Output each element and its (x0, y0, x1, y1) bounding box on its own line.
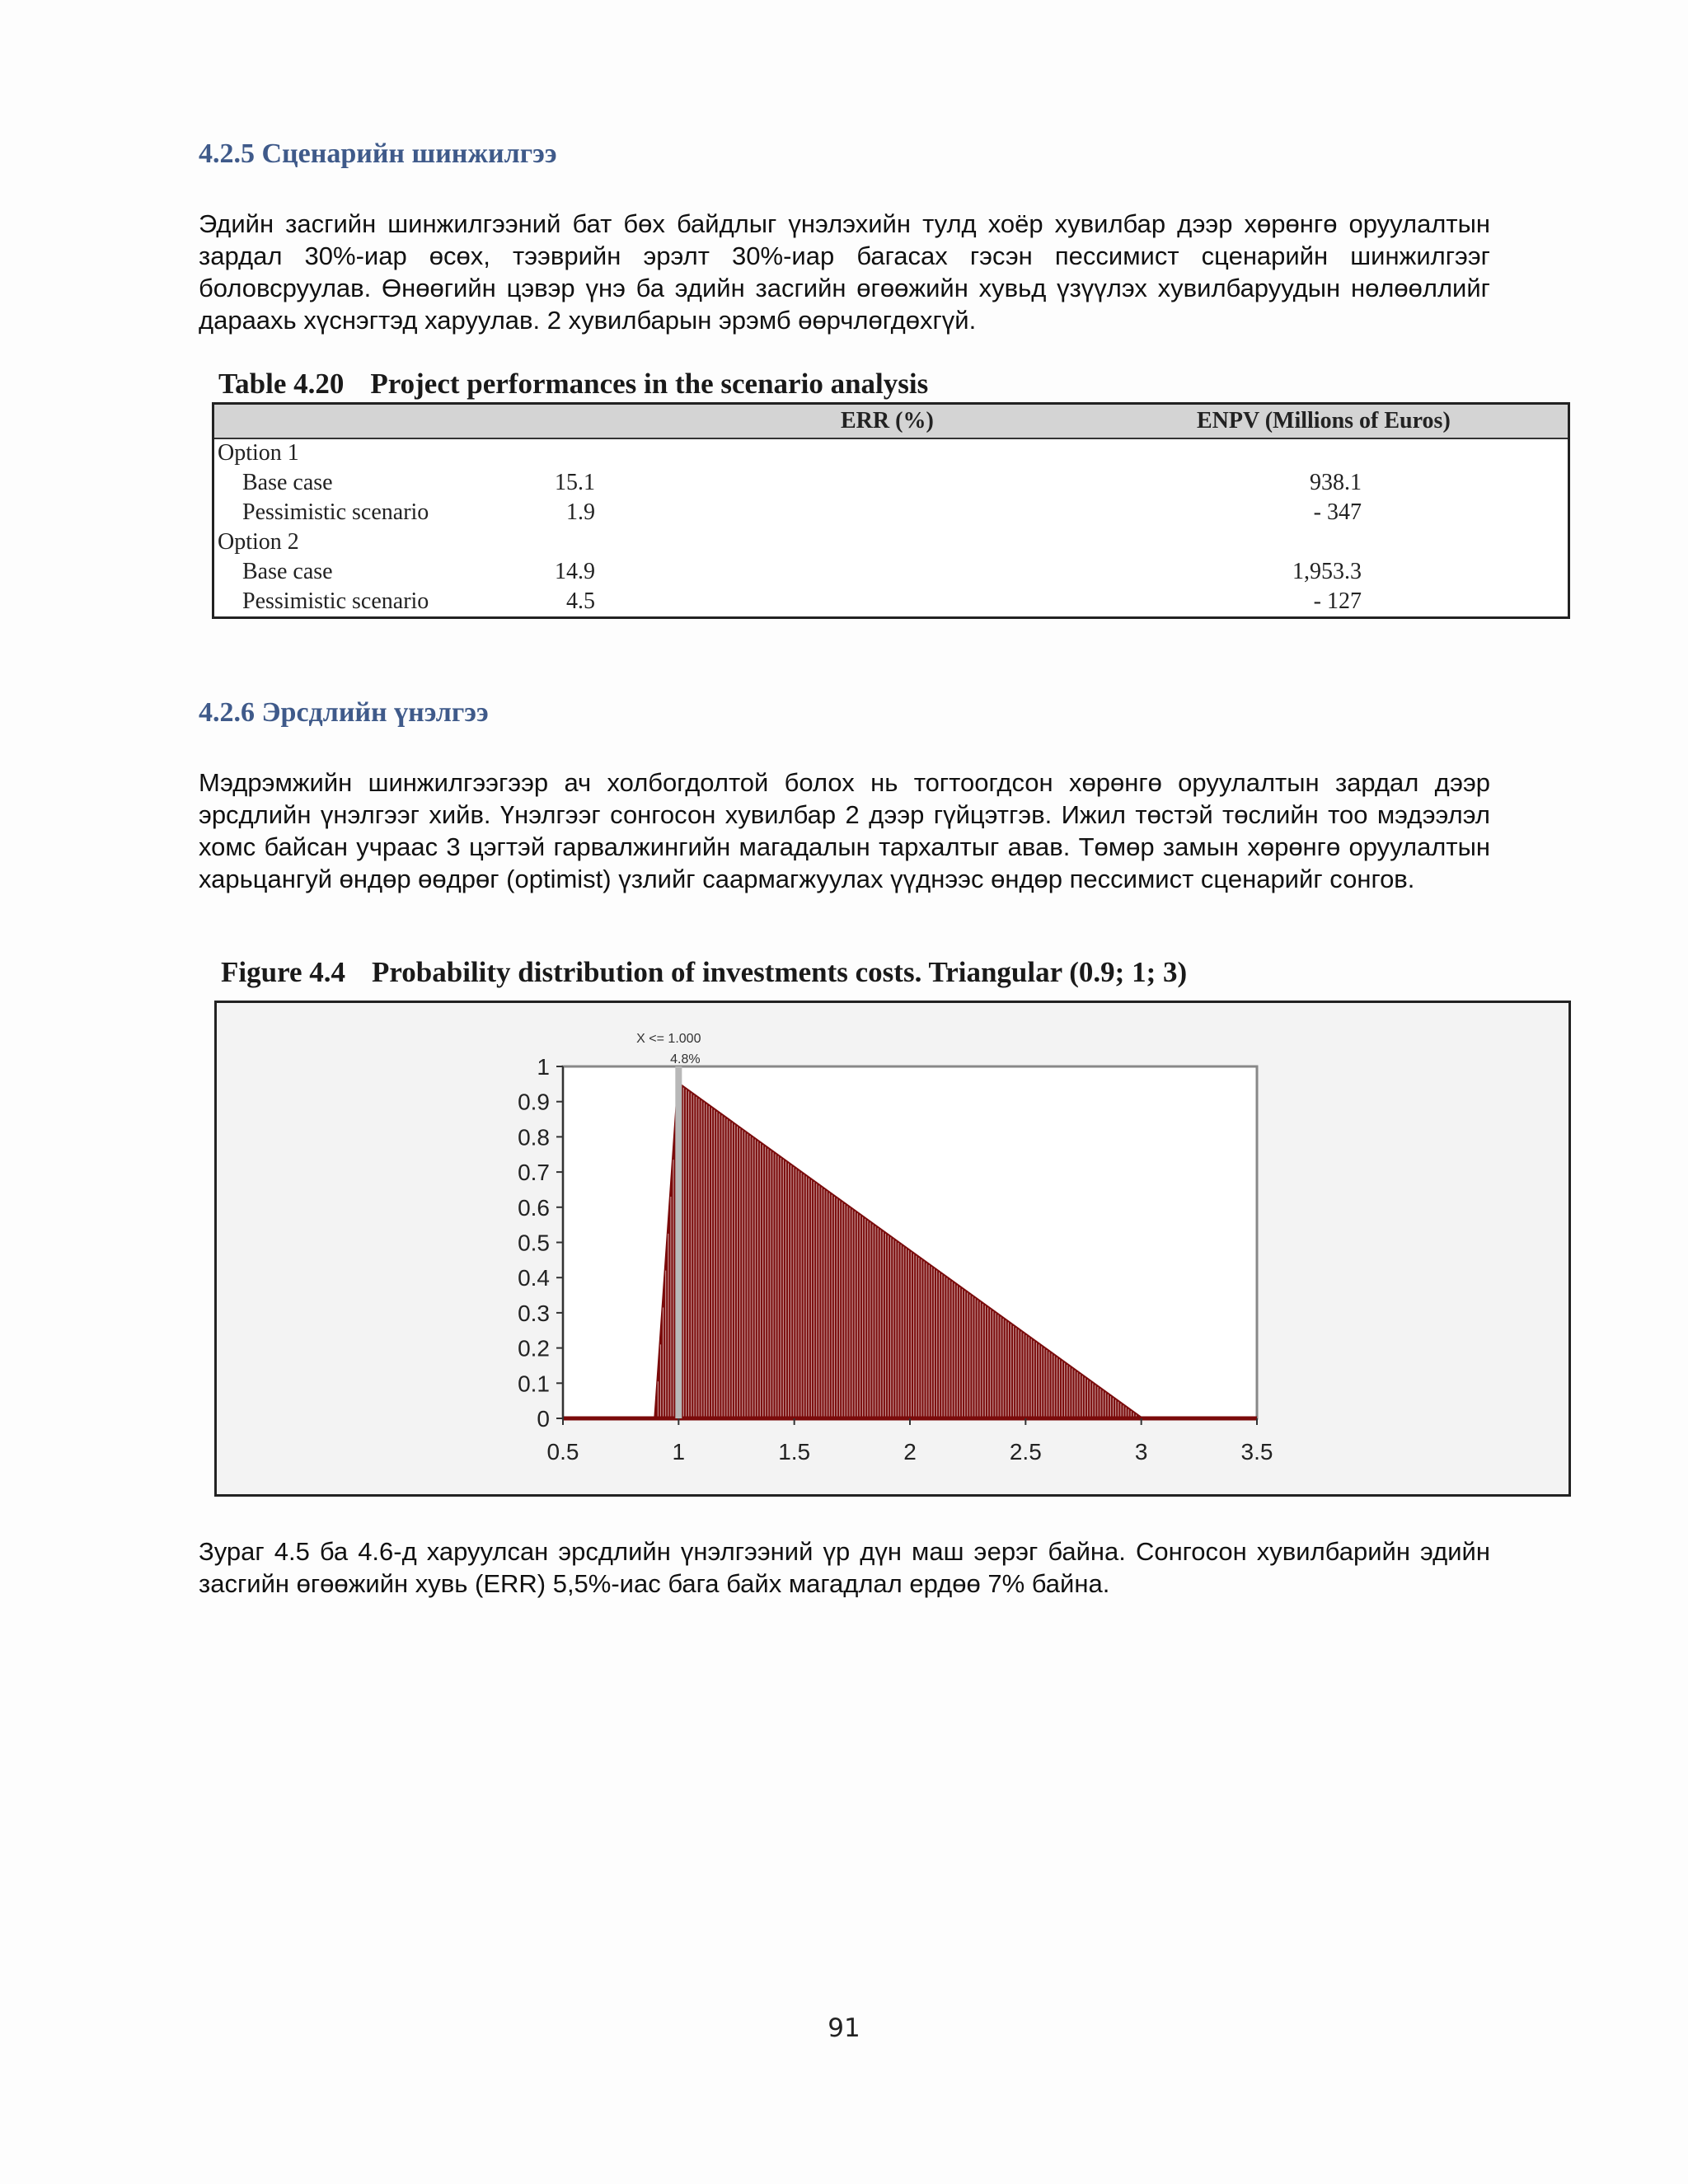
column-header-enpv: ENPV (Millions of Euros) (1197, 408, 1451, 434)
table-header (214, 405, 1568, 439)
err-cell: 1.9 (566, 499, 595, 525)
probability-chart (217, 1003, 1568, 1494)
y-tick-label: 0.9 (518, 1089, 550, 1115)
x-tick-label: 3.5 (1240, 1439, 1273, 1465)
y-tick-label: 0.1 (518, 1371, 550, 1397)
row-label: Pessimistic scenario (242, 588, 429, 614)
y-tick-label: 0.8 (518, 1124, 550, 1151)
y-tick-label: 0.3 (518, 1300, 550, 1326)
y-tick-label: 0.6 (518, 1194, 550, 1221)
row-label: Option 2 (218, 529, 299, 555)
err-cell: 15.1 (555, 470, 595, 495)
figure-box (214, 1001, 1571, 1497)
table-row (214, 588, 1568, 618)
x-tick-label: 2 (903, 1439, 917, 1465)
figure-caption (221, 956, 1187, 989)
x-tick-label: 0.5 (546, 1439, 579, 1465)
y-tick-label: 0 (537, 1406, 550, 1432)
table-row (214, 559, 1568, 588)
column-header-err: ERR (%) (841, 408, 934, 434)
row-label: Base case (242, 559, 333, 584)
table-caption-number: Table 4.20 (218, 368, 345, 400)
y-tick-label: 0.4 (518, 1265, 550, 1291)
marker-label: X <= 1.000 (636, 1032, 701, 1046)
y-tick-label: 0.2 (518, 1335, 550, 1361)
scenario-paragraph: Эдийн засгийн шинжилгээний бат бөх байдлыг үнэлэхийн тулд хоёр хувилбар дээр хөрөнгө оруулалтын зардал 30%-иар өсөх, тээврийн эрэлт 30%-иар багасах гэсэн пессимист сценарийн шинжилгээг боловсруулав. Өнөөгийн цэвэр үнэ ба эдийн засгийн өгөөжийн хувьд үзүүлэх хувилбаруудын нөлөөллийг дараахь хүснэгтэд харуулав. 2 хувилбарын эрэмб өөрчлөгдөхгүй. (199, 209, 1490, 335)
enpv-cell: 938.1 (1310, 470, 1362, 495)
scenario-table (212, 402, 1570, 619)
table-row (214, 470, 1568, 499)
page-number: 91 (828, 2013, 860, 2043)
x-tick-label: 2.5 (1009, 1439, 1042, 1465)
y-tick-label: 0.7 (518, 1160, 550, 1186)
err-cell: 4.5 (566, 588, 595, 614)
row-label: Pessimistic scenario (242, 499, 429, 525)
table-caption (218, 368, 928, 401)
x-tick-label: 1.5 (778, 1439, 811, 1465)
row-label: Base case (242, 470, 333, 495)
section-heading-scenario: 4.2.5 Сценарийн шинжилгээ (199, 138, 557, 169)
section-heading-risk: 4.2.6 Эрсдлийн үнэлгээ (199, 697, 489, 728)
table-caption-text: Project performances in the scenario analysis (370, 368, 929, 400)
marker-value: 4.8% (670, 1052, 701, 1066)
enpv-cell: - 347 (1313, 499, 1362, 525)
y-tick-label: 0.5 (518, 1230, 550, 1256)
risk-paragraph: Мэдрэмжийн шинжилгээгээр ач холбогдолтой болох нь тогтоогдсон хөрөнгө оруулалтын зардал дээр эрсдлийн үнэлгээг хийв. Үнэлгээг сонгосон хувилбар 2 дээр гүйцэтгэв. Ижил төстэй төслийн тоо мэдээлэл хомс байсан учраас 3 цэгтэй гарвалжингийн магадалын тархалтыг авав. Төмөр замын хөрөнгө оруулалтын харьцангуй өндөр өөдрөг (optimist) үзлийг саармагжуулах үүднээс өндөр пессимист сценарийг сонгов. (199, 768, 1490, 893)
table-row (214, 529, 1568, 559)
y-tick-label: 1 (537, 1054, 550, 1080)
results-paragraph: Зураг 4.5 ба 4.6-д харуулсан эрсдлийн үнэлгээний үр дүн маш эерэг байна. Сонгосон хувилбарийн эдийн засгийн өгөөжийн хувь (ERR) 5,5%-иас бага байх магадлал ердөө 7% байна. (199, 1537, 1490, 1598)
figure-caption-text: Probability distribution of investments costs. Triangular (0.9; 1; 3) (372, 956, 1188, 988)
x-tick-label: 3 (1134, 1439, 1148, 1465)
figure-caption-number: Figure 4.4 (221, 956, 346, 988)
table-row (214, 499, 1568, 529)
marker-band (675, 1066, 682, 1418)
x-tick-label: 1 (672, 1439, 686, 1465)
row-label: Option 1 (218, 440, 299, 466)
enpv-cell: 1,953.3 (1292, 559, 1362, 584)
err-cell: 14.9 (555, 559, 595, 584)
table-row (214, 440, 1568, 470)
enpv-cell: - 127 (1313, 588, 1362, 614)
